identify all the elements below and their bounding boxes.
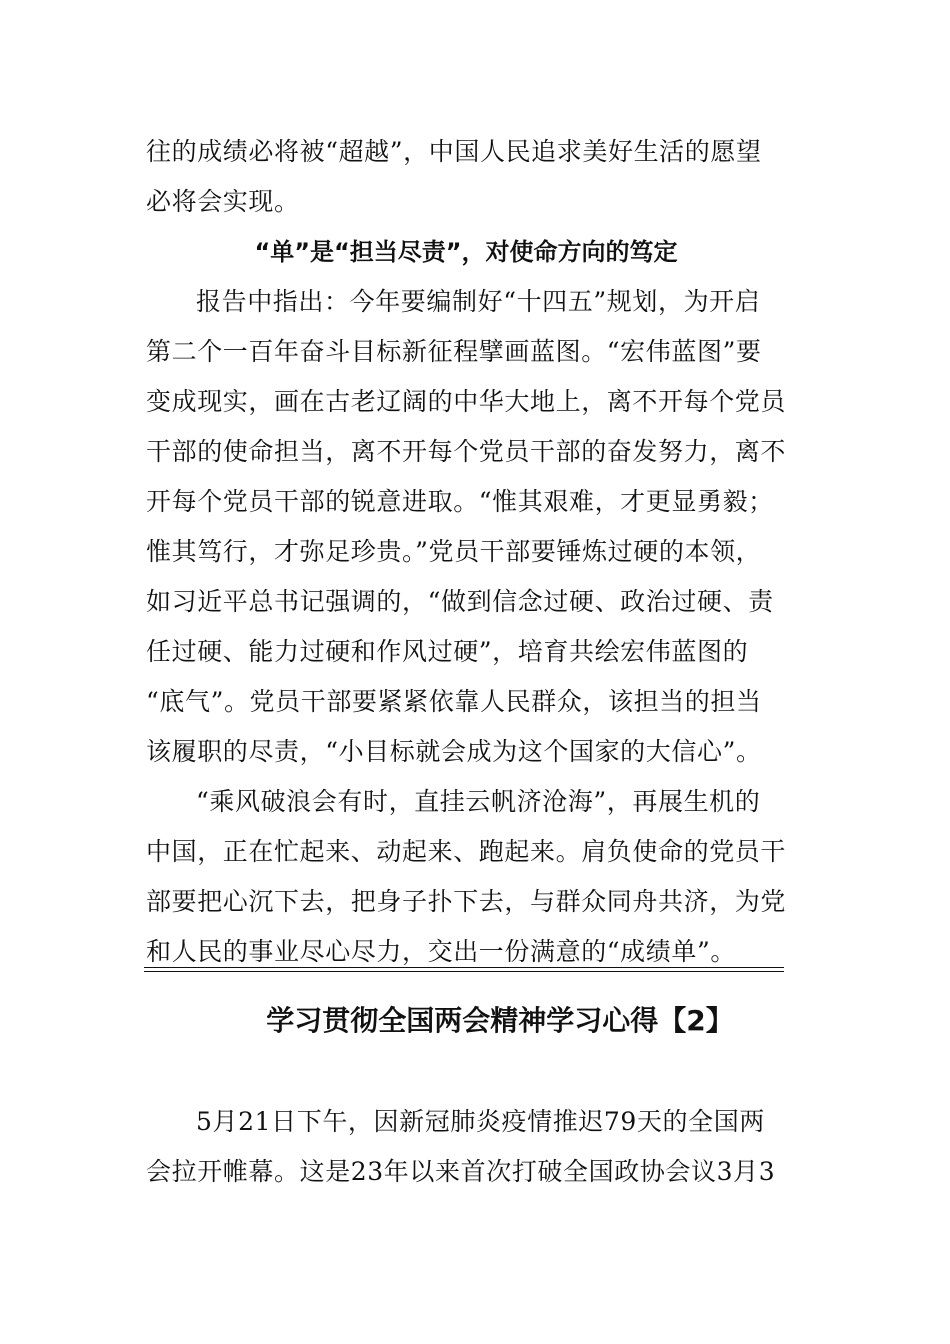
- paragraph-line: 往的成绩必将被“超越”，中国人民追求美好生活的愿望: [146, 137, 762, 166]
- paragraph-line: 开每个党员干部的锐意进取。“惟其艰难，才更显勇毅；: [146, 487, 774, 516]
- paragraph-line: 部要把心沉下去，把身子扑下去，与群众同舟共济，为党: [146, 887, 787, 916]
- paragraph-line: 和人民的事业尽心尽力，交出一份满意的“成绩单”。: [146, 937, 736, 966]
- paragraph-line: 干部的使命担当，离不开每个党员干部的奋发努力，离不: [146, 437, 787, 466]
- paragraph-line: 惟其笃行，才弥足珍贵。”党员干部要锤炼过硬的本领，: [146, 537, 762, 566]
- paragraph-line: 该履职的尽责，“小目标就会成为这个国家的大信心”。: [146, 737, 762, 766]
- paragraph-line: “底气”。党员干部要紧紧依靠人民群众，该担当的担当: [146, 687, 762, 716]
- section-divider: [144, 971, 784, 972]
- paragraph-line: 5月21日下午，因新冠肺炎疫情推迟79天的全国两: [196, 1107, 765, 1136]
- paragraph-line: 第二个一百年奋斗目标新征程擘画蓝图。“宏伟蓝图”要: [146, 337, 762, 366]
- paragraph-line: 如习近平总书记强调的，“做到信念过硬、政治过硬、责: [146, 587, 774, 616]
- paragraph-line: 会拉开帷幕。这是23年以来首次打破全国政协会议3月3: [146, 1157, 776, 1186]
- section-divider: [144, 967, 784, 968]
- paragraph-line: 必将会实现。: [146, 187, 300, 216]
- paragraph-line: 变成现实，画在古老辽阔的中华大地上，离不开每个党员: [146, 387, 787, 416]
- subheading: “单”是“担当尽责”，对使命方向的笃定: [254, 238, 678, 266]
- section-title: 学习贯彻全国两会精神学习心得【2】: [266, 1004, 734, 1037]
- paragraph-line: 报告中指出：今年要编制好“十四五”规划，为开启: [196, 287, 761, 316]
- paragraph-line: “乘风破浪会有时，直挂云帆济沧海”，再展生机的: [196, 787, 761, 816]
- paragraph-line: 任过硬、能力过硬和作风过硬”，培育共绘宏伟蓝图的: [146, 637, 749, 666]
- paragraph-line: 中国，正在忙起来、动起来、跑起来。肩负使命的党员干: [146, 837, 787, 866]
